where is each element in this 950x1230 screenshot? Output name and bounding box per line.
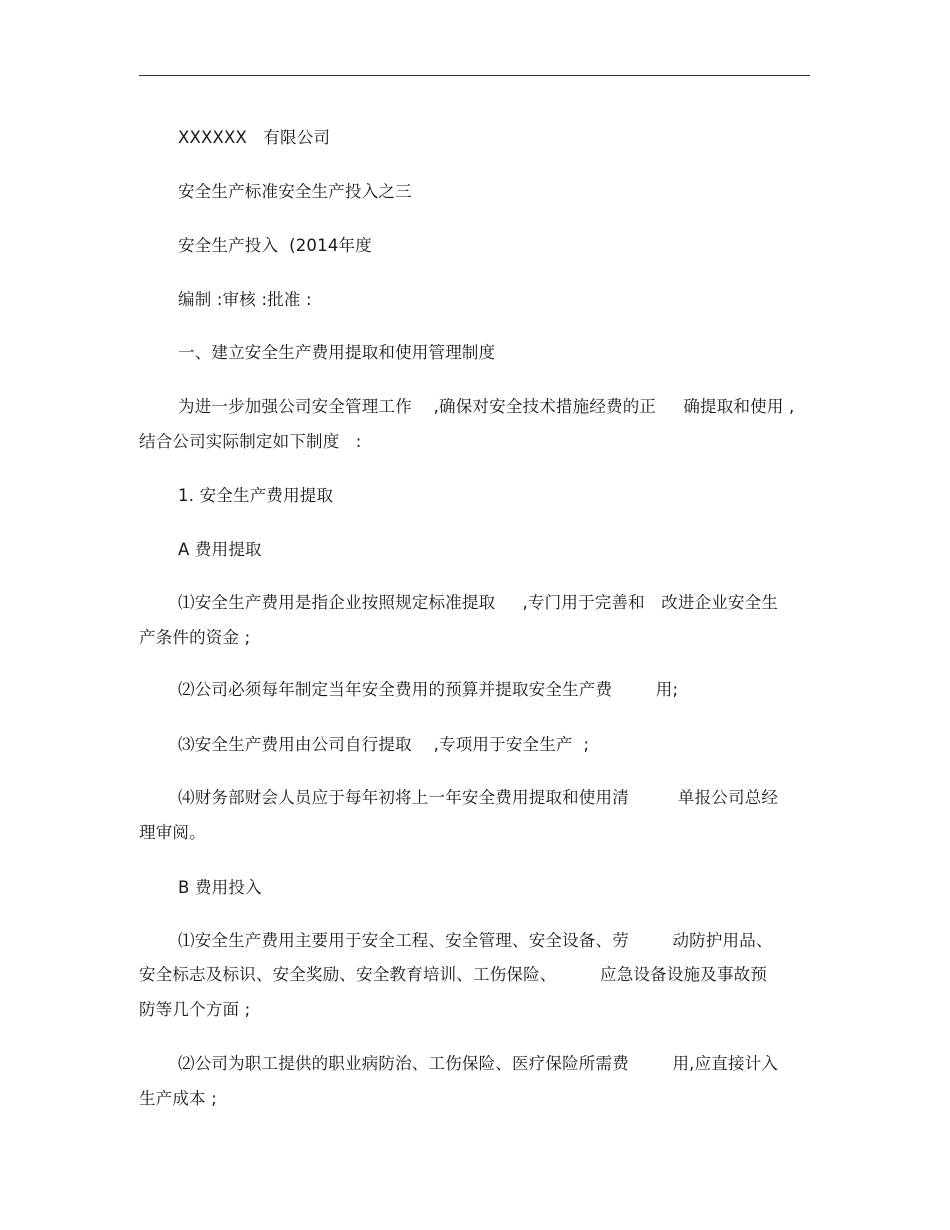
company-name: XXXXXX 有限公司 xyxy=(178,128,331,147)
intro-paragraph-line: 为进一步加强公司安全管理工作 ,确保对安全技术措施经费的正 确提取和使用 , xyxy=(178,397,795,416)
subsection-heading: 1. 安全生产费用提取 xyxy=(178,486,334,505)
list-item-line: 防等几个方面 ; xyxy=(139,1000,251,1019)
document-subtitle: 安全生产标准安全生产投入之三 xyxy=(178,182,412,201)
part-a-heading: A 费用提取 xyxy=(178,540,262,559)
list-item-line: ⑴安全生产费用是指企业按照规定标准提取 ,专门用于完善和 改进企业安全生 xyxy=(178,593,779,612)
signature-line: 编制 :审核 :批准 : xyxy=(178,290,312,309)
document-title: 安全生产投入 (2014年度 xyxy=(178,236,372,255)
list-item-line: 产条件的资金 ; xyxy=(139,628,251,647)
part-b-heading: B 费用投入 xyxy=(178,878,262,897)
section-heading: 一、建立安全生产费用提取和使用管理制度 xyxy=(178,343,496,362)
list-item: ⑵公司必须每年制定当年安全费用的预算并提取安全生产费 用; xyxy=(178,680,679,699)
list-item-line: ⑵公司为职工提供的职业病防治、工伤保险、医疗保险所需费 用,应直接计入 xyxy=(178,1054,779,1073)
list-item-line: ⑷财务部财会人员应于每年初将上一年安全费用提取和使用清 单报公司总经 xyxy=(178,788,779,807)
list-item-line: ⑴安全生产费用主要用于安全工程、安全管理、安全设备、劳 动防护用品、 xyxy=(178,931,773,950)
header-rule xyxy=(139,75,810,76)
list-item-line: 生产成本 ; xyxy=(139,1089,218,1108)
list-item: ⑶安全生产费用由公司自行提取 ,专项用于安全生产 ; xyxy=(178,735,590,754)
intro-paragraph-line: 结合公司实际制定如下制度 : xyxy=(139,432,362,451)
list-item-line: 安全标志及标识、安全奖励、安全教育培训、工伤保险、 应急设备设施及事故预 xyxy=(139,965,768,984)
list-item-line: 理审阅。 xyxy=(139,823,206,842)
